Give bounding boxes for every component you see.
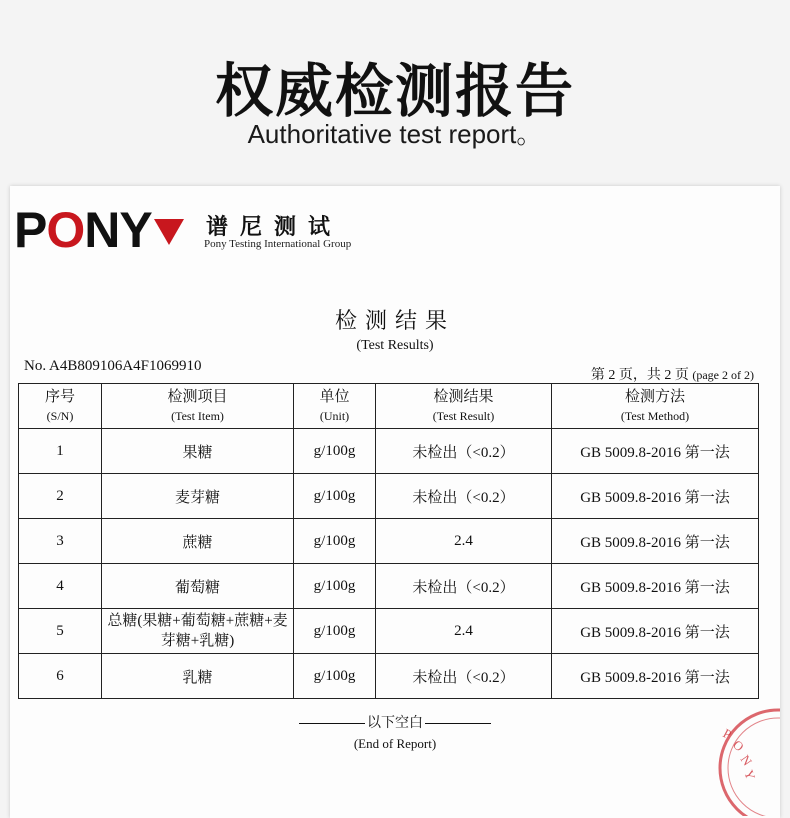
pony-logo — [14, 202, 184, 258]
cell-item: 总糖(果糖+葡萄糖+蔗糖+麦芽糖+乳糖) — [102, 609, 294, 654]
cell-item: 果糖 — [102, 429, 294, 474]
cell-unit: g/100g — [294, 654, 376, 699]
logo-letter-p: P — [14, 202, 47, 258]
table-row — [19, 609, 759, 654]
logo-letters-ny: NY — [84, 202, 152, 258]
table-header-row — [19, 384, 759, 429]
end-of-report-marker — [10, 712, 780, 732]
cell-sn: 4 — [19, 564, 102, 609]
report-document — [10, 186, 780, 818]
cell-sn: 2 — [19, 474, 102, 519]
cell-unit: g/100g — [294, 609, 376, 654]
cell-unit: g/100g — [294, 429, 376, 474]
end-of-report-en: (End of Report) — [353, 736, 437, 751]
svg-text:O: O — [730, 736, 747, 755]
cell-sn: 5 — [19, 609, 102, 654]
end-of-report-cn: 以下空白 — [367, 715, 423, 731]
column-header-method: 检测方法 (Test Method) — [552, 384, 759, 429]
cell-result: 2.4 — [376, 609, 552, 654]
logo-company-name-cn: 谱尼测试 — [206, 215, 343, 240]
svg-text:P: P — [720, 725, 735, 743]
cell-result: 未检出（<0.2） — [376, 564, 552, 609]
svg-text:Y: Y — [741, 767, 759, 782]
column-header-item: 检测项目 (Test Item) — [102, 384, 294, 429]
page-info-en: (page 2 of 2) — [692, 368, 754, 382]
cell-item: 乳糖 — [102, 654, 294, 699]
svg-text:N: N — [737, 752, 756, 769]
page-info — [591, 364, 754, 384]
cell-unit: g/100g — [294, 474, 376, 519]
table-row — [19, 564, 759, 609]
table-row — [19, 519, 759, 564]
cell-result: 未检出（<0.2） — [376, 429, 552, 474]
cell-method: GB 5009.8-2016 第一法 — [552, 519, 759, 564]
logo-company-name-en: Pony Testing International Group — [204, 238, 352, 250]
cell-item: 葡萄糖 — [102, 564, 294, 609]
hero-title: 权威检测报告 — [214, 57, 575, 125]
cell-result: 未检出（<0.2） — [376, 654, 552, 699]
hero-subtitle: Authoritative test report。 — [247, 119, 543, 149]
cell-sn: 6 — [19, 654, 102, 699]
cell-unit: g/100g — [294, 519, 376, 564]
cell-method: GB 5009.8-2016 第一法 — [552, 474, 759, 519]
cell-sn: 1 — [19, 429, 102, 474]
cell-method: GB 5009.8-2016 第一法 — [552, 564, 759, 609]
logo-triangle-icon — [154, 219, 184, 245]
cell-method: GB 5009.8-2016 第一法 — [552, 654, 759, 699]
cell-result: 未检出（<0.2） — [376, 474, 552, 519]
cell-method: GB 5009.8-2016 第一法 — [552, 429, 759, 474]
divider-line — [299, 723, 365, 724]
cell-method: GB 5009.8-2016 第一法 — [552, 609, 759, 654]
results-title-en: (Test Results) — [356, 338, 434, 353]
results-title: 检测结果 — [334, 309, 455, 334]
company-seal-stamp — [700, 706, 780, 816]
cell-result: 2.4 — [376, 519, 552, 564]
column-header-result: 检测结果 (Test Result) — [376, 384, 552, 429]
cell-item: 蔗糖 — [102, 519, 294, 564]
cell-unit: g/100g — [294, 564, 376, 609]
table-row — [19, 654, 759, 699]
table-row — [19, 474, 759, 519]
cell-sn: 3 — [19, 519, 102, 564]
results-table — [18, 383, 759, 699]
column-header-unit: 单位 (Unit) — [294, 384, 376, 429]
table-row — [19, 429, 759, 474]
report-number: No. A4B809106A4F1069910 — [24, 358, 202, 374]
divider-line — [425, 723, 491, 724]
column-header-sn: 序号 (S/N) — [19, 384, 102, 429]
page-info-cn: 第 2 页，共 2 页 — [590, 368, 689, 383]
cell-item: 麦芽糖 — [102, 474, 294, 519]
logo-letter-o: O — [46, 202, 85, 258]
